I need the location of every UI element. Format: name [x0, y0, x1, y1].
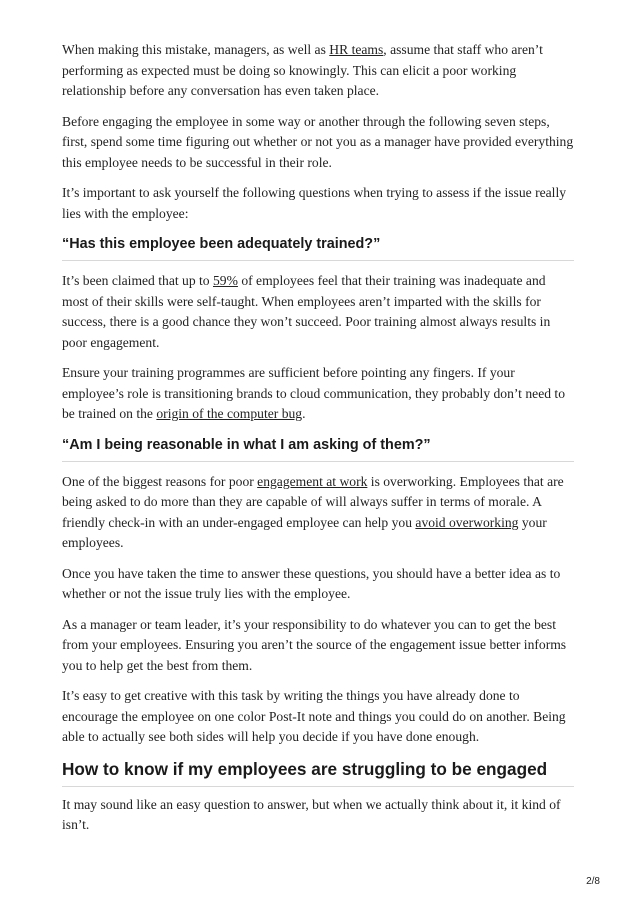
section-heading: How to know if my employees are struggling to be engaged	[62, 758, 574, 787]
document-page	[62, 40, 574, 846]
paragraph-text: As a manager or team leader, it’s your responsibility to do whatever you can to get the best from your employees. Ensuring you aren’t the source of the engagement issue better informs you to help get the best from them.	[62, 616, 567, 673]
paragraph-text: Before engaging the employee in some way or another through the following seven steps, first, spend some time figuring out whether or not you as a manager have provided everything this employee needs to be successful in their role.	[62, 113, 574, 170]
inline-link[interactable]: origin of the computer bug	[156, 406, 303, 421]
body-paragraph	[62, 271, 574, 353]
paragraph-text: , assume that staff who aren’t performing as expected must be doing so knowingly. This can elicit a poor working relationship before any conversation has even taken place.	[62, 42, 543, 98]
paragraph-text: Ensure your training programmes are sufficient before pointing any fingers. If your employee’s role is transitioning brands to cloud communication, they probably don’t need to be trained on the	[62, 365, 565, 421]
subsection-heading: “Has this employee been adequately trained?”	[62, 234, 574, 261]
paragraph-text: .	[302, 406, 306, 421]
body-paragraph	[62, 564, 574, 605]
paragraph-text: your employees.	[62, 514, 547, 550]
inline-link[interactable]: 59%	[213, 273, 238, 288]
inline-link[interactable]: engagement at work	[257, 473, 368, 489]
paragraph-text: It’s important to ask yourself the following questions when trying to assess if the issue really lies with the employee:	[62, 185, 567, 221]
paragraph-text: Once you have taken the time to answer these questions, you should have a better idea as to whether or not the issue truly lies with the employee.	[62, 565, 561, 601]
body-paragraph	[62, 183, 574, 224]
body-paragraph	[62, 363, 574, 425]
paragraph-text: It’s been claimed that up to	[62, 273, 213, 288]
paragraph-text: It’s easy to get creative with this task by writing the things you have already done to encourage the employee on one color Post-It note and things you could do on another. Being able to actually see both sides will help you decide if you have done enough.	[62, 688, 566, 744]
body-paragraph	[62, 112, 574, 174]
paragraph-text: It may sound like an easy question to answer, but when we actually think about it, it kind of isn’t.	[62, 796, 561, 832]
inline-link[interactable]: HR teams	[329, 42, 384, 57]
paragraph-text: is overworking. Employees that are being asked to do more than they are capable of will always suffer in terms of morale. A friendly check-in with an under-engaged employee can help you	[62, 473, 564, 530]
subsection-heading: “Am I being reasonable in what I am asking of them?”	[62, 435, 574, 462]
body-paragraph	[62, 40, 574, 102]
inline-link[interactable]: avoid overworking	[415, 514, 519, 530]
paragraph-text: of employees feel that their training was inadequate and most of their skills were self-taught. When employees aren’t imparted with the skills for success, there is a good chance they won’t succeed. Poor training almost always results in poor engagement.	[62, 273, 551, 350]
paragraph-text: When making this mistake, managers, as well as	[62, 42, 330, 57]
body-paragraph	[62, 686, 574, 748]
body-paragraph	[62, 615, 574, 677]
paragraph-text: One of the biggest reasons for poor	[62, 473, 258, 489]
body-paragraph	[62, 472, 574, 554]
page-number: 2/8	[586, 876, 600, 887]
body-paragraph	[62, 795, 574, 836]
